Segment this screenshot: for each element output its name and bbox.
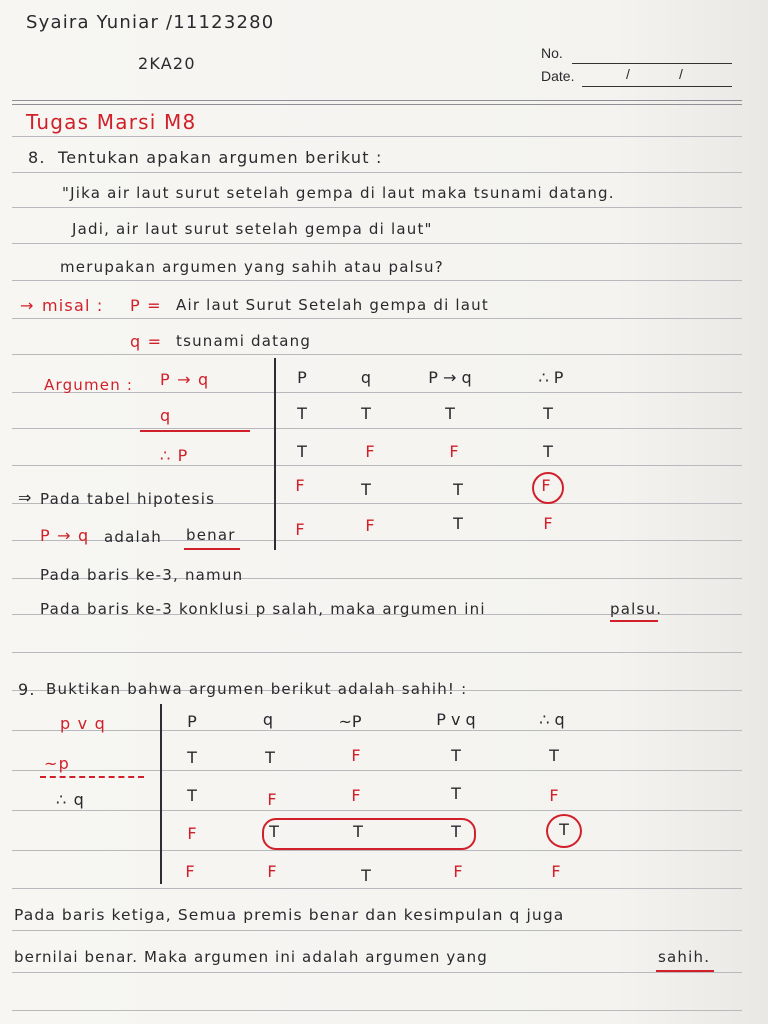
rule bbox=[12, 354, 742, 355]
p-def-text: Air laut Surut Setelah gempa di laut bbox=[176, 296, 489, 314]
q9-cell: T bbox=[361, 866, 371, 885]
header-rule bbox=[12, 100, 742, 101]
note2-text: adalah bbox=[104, 528, 162, 546]
q8-conclusion: ∴ P bbox=[160, 446, 189, 465]
highlight-circle bbox=[532, 472, 564, 504]
q9-cell: T bbox=[451, 784, 461, 803]
q9-cell: T bbox=[187, 786, 197, 805]
q9-cell: T bbox=[187, 748, 197, 767]
q8-number: 8. bbox=[28, 148, 46, 167]
rule bbox=[12, 770, 742, 771]
q8-cell: T bbox=[445, 404, 455, 423]
q9-cell: T bbox=[265, 748, 275, 767]
q8-premise2: q bbox=[160, 406, 172, 425]
arrow-icon: → bbox=[20, 296, 35, 315]
q8-header-q: q bbox=[360, 368, 372, 387]
q-def-var: q = bbox=[130, 332, 163, 351]
q9-header-not-p: ~P bbox=[338, 712, 362, 731]
date-line bbox=[582, 86, 732, 87]
page-title: Tugas Marsi M8 bbox=[26, 110, 197, 134]
q9-header-p: P bbox=[187, 712, 197, 731]
premise-underline-dashed bbox=[40, 776, 144, 778]
class-code: 2KA20 bbox=[138, 54, 196, 73]
q8-cell: T bbox=[543, 404, 553, 423]
q9-cell: F bbox=[453, 862, 463, 881]
rule bbox=[12, 172, 742, 173]
summary-line2-text: bernilai benar. Maka argumen ini adalah argumen yang bbox=[14, 948, 488, 966]
q9-cell: F bbox=[551, 862, 561, 881]
palsu-underline bbox=[610, 620, 658, 622]
q8-header-p: P bbox=[297, 368, 307, 387]
date-label: Date. bbox=[541, 68, 575, 84]
rule bbox=[12, 243, 742, 244]
q9-prompt: Buktikan bahwa argumen berikut adalah sahih! : bbox=[46, 680, 468, 698]
note-hypothesis: Pada tabel hipotesis bbox=[40, 490, 216, 508]
q8-cell: T bbox=[361, 404, 371, 423]
q9-cell: F bbox=[185, 862, 195, 881]
q8-prompt: Tentukan apakan argumen berikut : bbox=[58, 148, 383, 167]
q8-cell: F bbox=[295, 476, 305, 495]
rule bbox=[12, 930, 742, 931]
q9-cell: F bbox=[187, 824, 197, 843]
q8-cell: F bbox=[449, 442, 459, 461]
rule bbox=[12, 1010, 742, 1011]
benar-underline bbox=[184, 548, 240, 550]
q9-header-p-or-q: P v q bbox=[436, 710, 476, 729]
q9-cell: T bbox=[549, 746, 559, 765]
q8-cell-circled: F bbox=[541, 476, 551, 495]
q8-question: merupakan argumen yang sahih atau palsu? bbox=[60, 258, 444, 276]
q8-quote-line1: "Jika air laut surut setelah gempa di laut maka tsunami datang. bbox=[62, 184, 615, 202]
q9-cell: F bbox=[549, 786, 559, 805]
q8-cell: F bbox=[365, 442, 375, 461]
q8-header-p-implies-q: P → q bbox=[428, 368, 472, 387]
q-def-text: tsunami datang bbox=[176, 332, 312, 350]
no-label: No. bbox=[541, 45, 563, 61]
line-b-word: palsu. bbox=[610, 600, 663, 618]
highlight-circle bbox=[546, 814, 582, 848]
p-def-var: P = bbox=[130, 296, 162, 315]
q9-premise2: ~p bbox=[44, 754, 70, 773]
q9-cell: F bbox=[351, 786, 361, 805]
q8-cell: T bbox=[361, 480, 371, 499]
q9-number: 9. bbox=[18, 680, 36, 699]
student-name: Syaira Yuniar /11123280 bbox=[26, 12, 275, 33]
q9-cell: F bbox=[351, 746, 361, 765]
rule bbox=[12, 652, 742, 653]
date-separator: / bbox=[679, 66, 683, 82]
q8-cell: T bbox=[453, 514, 463, 533]
q9-conclusion: ∴ q bbox=[56, 790, 86, 809]
summary-line2-word: sahih. bbox=[658, 948, 711, 966]
rule bbox=[12, 730, 742, 731]
double-arrow-icon: ⇒ bbox=[18, 488, 33, 507]
rule bbox=[12, 136, 742, 137]
rule bbox=[12, 810, 742, 811]
q9-cell-highlighted: T bbox=[353, 822, 363, 841]
q8-cell: T bbox=[297, 442, 307, 461]
q8-cell: T bbox=[453, 480, 463, 499]
q8-table-divider bbox=[274, 358, 276, 550]
header-rule-2 bbox=[12, 104, 742, 105]
line-a: Pada baris ke-3, namun bbox=[40, 566, 244, 584]
summary-line1: Pada baris ketiga, Semua premis benar dan kesimpulan q juga bbox=[14, 906, 565, 924]
q9-premise1: p v q bbox=[60, 714, 106, 733]
rule bbox=[12, 888, 742, 889]
q9-header-q: q bbox=[262, 710, 274, 729]
highlight-oval bbox=[262, 818, 476, 850]
q8-cell: F bbox=[295, 520, 305, 539]
q9-cell-highlighted: T bbox=[451, 822, 461, 841]
q8-cell: T bbox=[543, 442, 553, 461]
q8-premise1: P → q bbox=[160, 370, 210, 389]
rule bbox=[12, 207, 742, 208]
rule bbox=[12, 972, 742, 973]
q9-cell: F bbox=[267, 862, 277, 881]
note2-word: benar bbox=[186, 526, 236, 544]
no-line bbox=[572, 63, 732, 64]
rule bbox=[12, 850, 742, 851]
q8-cell: T bbox=[297, 404, 307, 423]
misal-label: misal : bbox=[42, 296, 104, 315]
rule bbox=[12, 428, 742, 429]
note2-expr: P → q bbox=[40, 526, 90, 545]
date-separator: / bbox=[626, 66, 630, 82]
rule bbox=[12, 280, 742, 281]
rule bbox=[12, 318, 742, 319]
q8-cell: F bbox=[365, 516, 375, 535]
q8-header-therefore-p: ∴ P bbox=[538, 368, 564, 387]
rule bbox=[12, 465, 742, 466]
q9-cell-circled: T bbox=[559, 820, 569, 839]
q8-quote-line2: Jadi, air laut surut setelah gempa di laut" bbox=[72, 220, 433, 238]
q9-cell-highlighted: T bbox=[269, 822, 279, 841]
q9-header-therefore-q: ∴ q bbox=[539, 710, 565, 729]
q9-cell: F bbox=[267, 790, 277, 809]
line-b-text: Pada baris ke-3 konklusi p salah, maka argumen ini bbox=[40, 600, 486, 618]
premise-underline bbox=[140, 430, 250, 432]
argumen-label: Argumen : bbox=[44, 376, 134, 394]
sahih-underline bbox=[656, 970, 714, 972]
q8-cell: F bbox=[543, 514, 553, 533]
q9-table-divider bbox=[160, 704, 162, 884]
q9-cell: T bbox=[451, 746, 461, 765]
